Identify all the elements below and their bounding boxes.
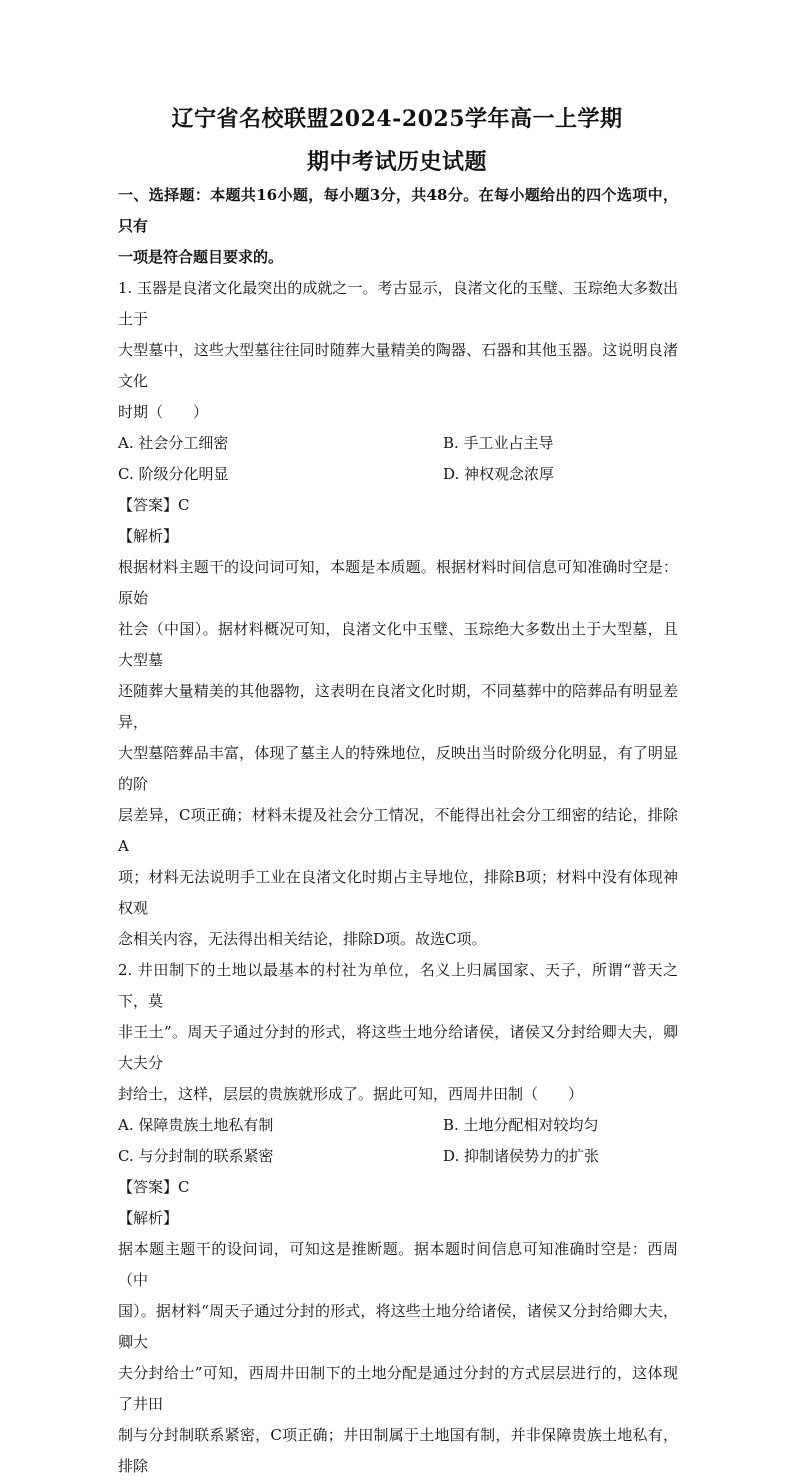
analysis-line: 国）。据材料“周天子通过分封的形式，将这些土地分给诸侯，诸侯又分封给卿大夫，卿大 (118, 1302, 678, 1351)
question-stem-line: 封给士，这样，层层的贵族就形成了。据此可知，西周井田制（ ） (118, 1085, 584, 1103)
analysis-line: 大型墓陪葬品丰富，体现了墓主人的特殊地位，反映出当时阶级分化明显，有了明显的阶 (118, 744, 678, 793)
question-stem-line: 时期（ ） (118, 403, 209, 421)
analysis-line: 据本题主题干的设问词，可知这是推断题。据本题时间信息可知准确时空是：西周（中 (118, 1240, 678, 1289)
analysis-line: 夫分封给士”可知，西周井田制下的土地分配是通过分封的方式层层进行的，这体现了井田 (118, 1364, 678, 1413)
answer-line: 【答案】C (118, 1178, 190, 1196)
analysis-line: 社会（中国）。据材料概况可知，良渚文化中玉璧、玉琮绝大多数出土于大型墓，且大型墓 (118, 620, 678, 669)
document-body (118, 180, 678, 1482)
analysis-line: 念相关内容，无法得出相关结论，排除D项。故选C项。 (118, 930, 487, 948)
option-a: A. 社会分工细密 (118, 434, 229, 452)
analysis-line: 层差异，C项正确；材料未提及社会分工情况，不能得出社会分工细密的结论，排除A (118, 806, 678, 855)
document-title: 辽宁省名校联盟2024-2025学年高一上学期 (171, 106, 623, 132)
answer-line: 【答案】C (118, 496, 190, 514)
options-row (118, 428, 678, 459)
analysis-line: 项；材料无法说明手工业在良渚文化时期占主导地位，排除B项；材料中没有体现神权观 (118, 868, 678, 917)
question-stem-line: 大型墓中，这些大型墓往往同时随葬大量精美的陶器、石器和其他玉器。这说明良渚文化 (118, 341, 678, 390)
option-b: B. 土地分配相对较均匀 (443, 1116, 599, 1134)
section-heading-line: 一、选择题：本题共16小题，每小题3分，共48分。在每小题给出的四个选项中，只有 (118, 186, 678, 235)
option-c: C. 与分封制的联系紧密 (118, 1147, 274, 1165)
question-stem-line: 1. 玉器是良渚文化最突出的成就之一。考古显示，良渚文化的玉璧、玉琮绝大多数出土于 (118, 279, 678, 328)
option-d: D. 神权观念浓厚 (443, 465, 555, 483)
analysis-line: 制与分封制联系紧密，C项正确；井田制属于土地国有制，并非保障贵族土地私有，排除 (118, 1426, 678, 1475)
question-stem-line: 2. 井田制下的土地以最基本的村社为单位，名义上归属国家、天子，所谓“普天之下，莫 (118, 961, 678, 1010)
analysis-label: 【解析】 (118, 1209, 179, 1227)
question-1 (118, 273, 678, 955)
section-heading-line: 一项是符合题目要求的。 (118, 248, 284, 266)
analysis-line: 还随葬大量精美的其他器物，这表明在良渚文化时期，不同墓葬中的陪葬品有明显差异， (118, 682, 678, 731)
options-row (118, 1110, 678, 1141)
option-a: A. 保障贵族土地私有制 (118, 1116, 274, 1134)
question-stem-line: 非王土”。周天子通过分封的形式，将这些土地分给诸侯，诸侯又分封给卿大夫，卿大夫分 (118, 1023, 678, 1072)
analysis-line: 根据材料主题干的设问词可知，本题是本质题。根据材料时间信息可知准确时空是：原始 (118, 558, 678, 607)
options-row (118, 1141, 678, 1172)
analysis-label: 【解析】 (118, 527, 179, 545)
question-2 (118, 955, 678, 1482)
document-subtitle: 期中考试历史试题 (306, 149, 487, 175)
option-d: D. 抑制诸侯势力的扩张 (443, 1147, 600, 1165)
option-c: C. 阶级分化明显 (118, 465, 229, 483)
option-b: B. 手工业占主导 (443, 434, 554, 452)
options-row (118, 459, 678, 490)
